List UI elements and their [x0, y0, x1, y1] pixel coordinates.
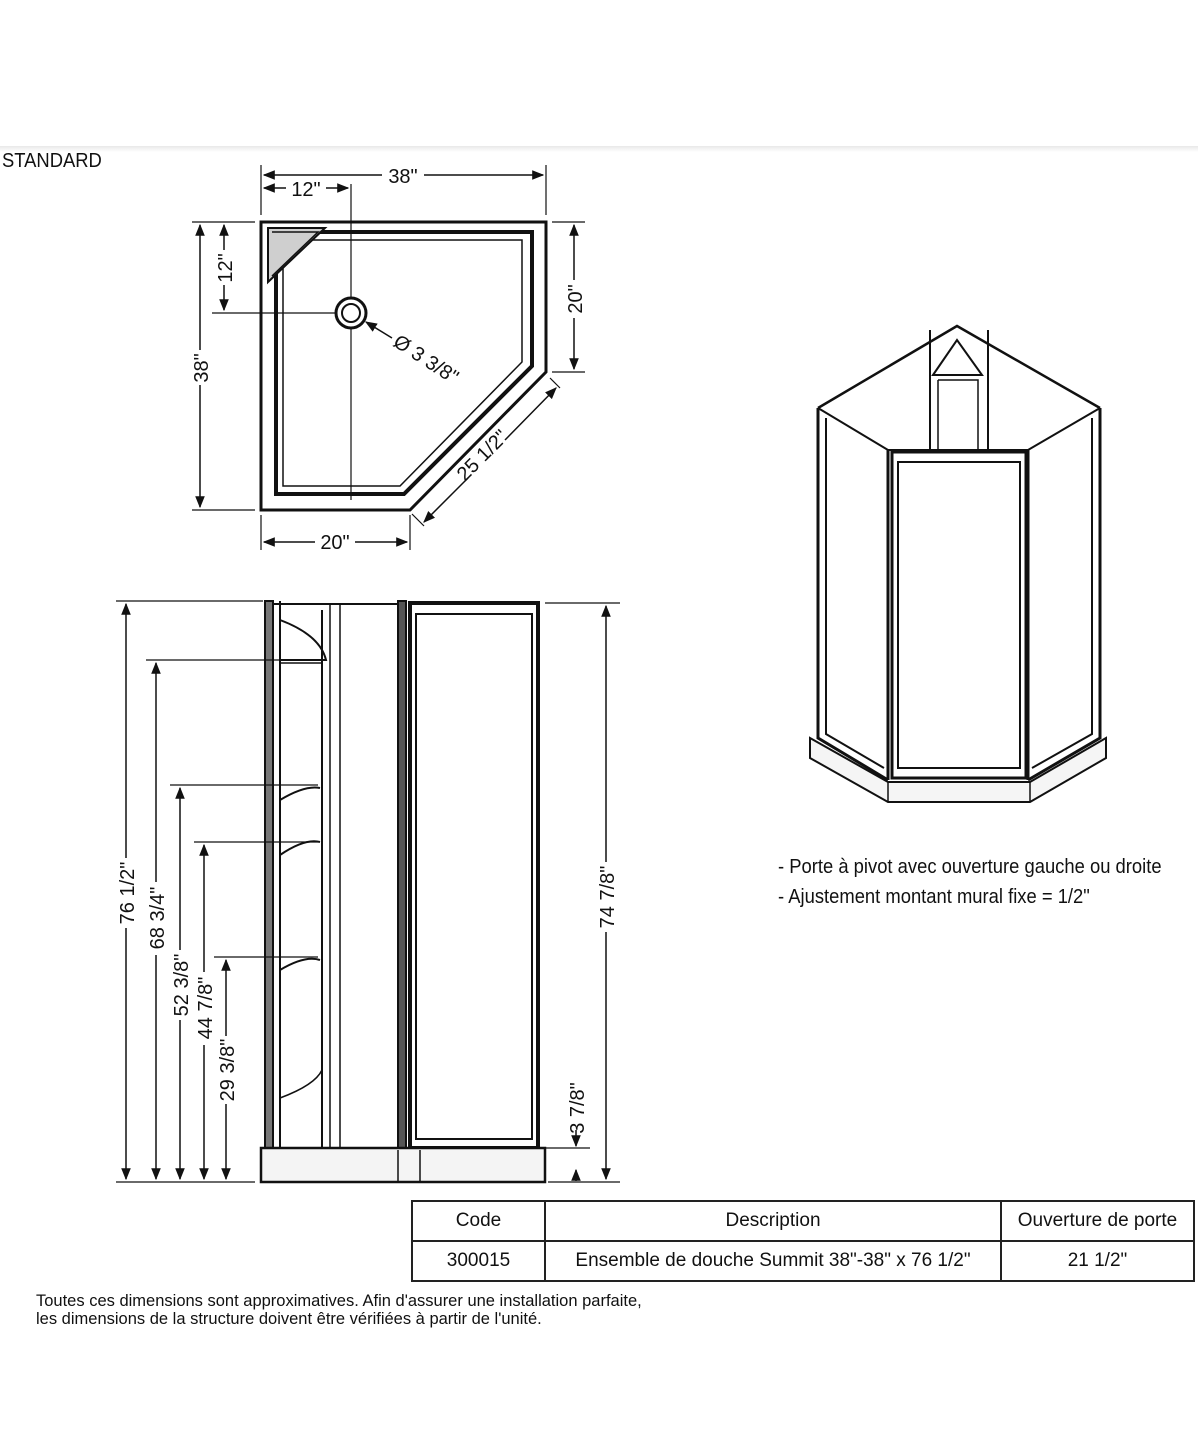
- dim-right-depth: 20": [565, 284, 587, 314]
- cell-door-opening: 21 1/2": [1001, 1241, 1194, 1281]
- table-row: [412, 1241, 1194, 1281]
- disclaimer-line-1: Toutes ces dimensions sont approximatives. Afin d'assurer une installation parfaite,: [36, 1292, 642, 1310]
- table-header-row: [412, 1201, 1194, 1241]
- dim-top-width: 38": [388, 166, 418, 188]
- dim-corner-width: 12": [291, 179, 321, 201]
- notes: [778, 852, 1195, 912]
- dim-shelf-4: 29 3/8": [217, 1038, 239, 1102]
- shelf: [280, 788, 320, 801]
- disclaimer: [36, 1292, 642, 1328]
- col-code: Code: [412, 1201, 545, 1241]
- col-door-opening: Ouverture de porte: [1001, 1201, 1194, 1241]
- dim-total-height: 76 1/2": [117, 861, 139, 925]
- isometric-view: [810, 326, 1106, 802]
- drain: [336, 298, 366, 328]
- dim-corner-depth: 12": [215, 253, 237, 283]
- dim-door-height: 74 7/8": [597, 865, 619, 929]
- dim-shelf-2: 52 3/8": [171, 953, 193, 1017]
- variant-label: STANDARD: [2, 150, 102, 172]
- dim-base-height: 3 7/8": [567, 1082, 589, 1134]
- cell-code: 300015: [412, 1241, 545, 1281]
- spec-table: [411, 1200, 1195, 1282]
- note-pivot-door: - Porte à pivot avec ouverture gauche ou droite: [778, 856, 1162, 878]
- shelf: [280, 959, 320, 970]
- plan-view: [192, 165, 585, 550]
- dim-left-depth: 38": [191, 353, 213, 383]
- corner-seat-elev: [280, 620, 326, 660]
- shelf: [280, 841, 320, 855]
- note-wall-adjustment: - Ajustement montant mural fixe = 1/2": [778, 886, 1090, 908]
- dim-drain-diameter: Ø 3 3/8": [389, 330, 463, 389]
- elevation-view: [116, 601, 620, 1182]
- disclaimer-line-2: les dimensions de la structure doivent être vérifiées à partir de l'unité.: [36, 1310, 542, 1328]
- dim-shelf-3: 44 7/8": [195, 976, 217, 1040]
- dim-bottom-width: 20": [320, 532, 350, 554]
- dim-diagonal-door: 25 1/2": [452, 425, 513, 486]
- base-outline: [261, 222, 546, 510]
- col-description: Description: [545, 1201, 1001, 1241]
- corner-seat: [268, 228, 325, 282]
- cell-description: Ensemble de douche Summit 38"-38" x 76 1/2": [545, 1241, 1001, 1281]
- dim-shelf-top: 68 3/4": [147, 886, 169, 950]
